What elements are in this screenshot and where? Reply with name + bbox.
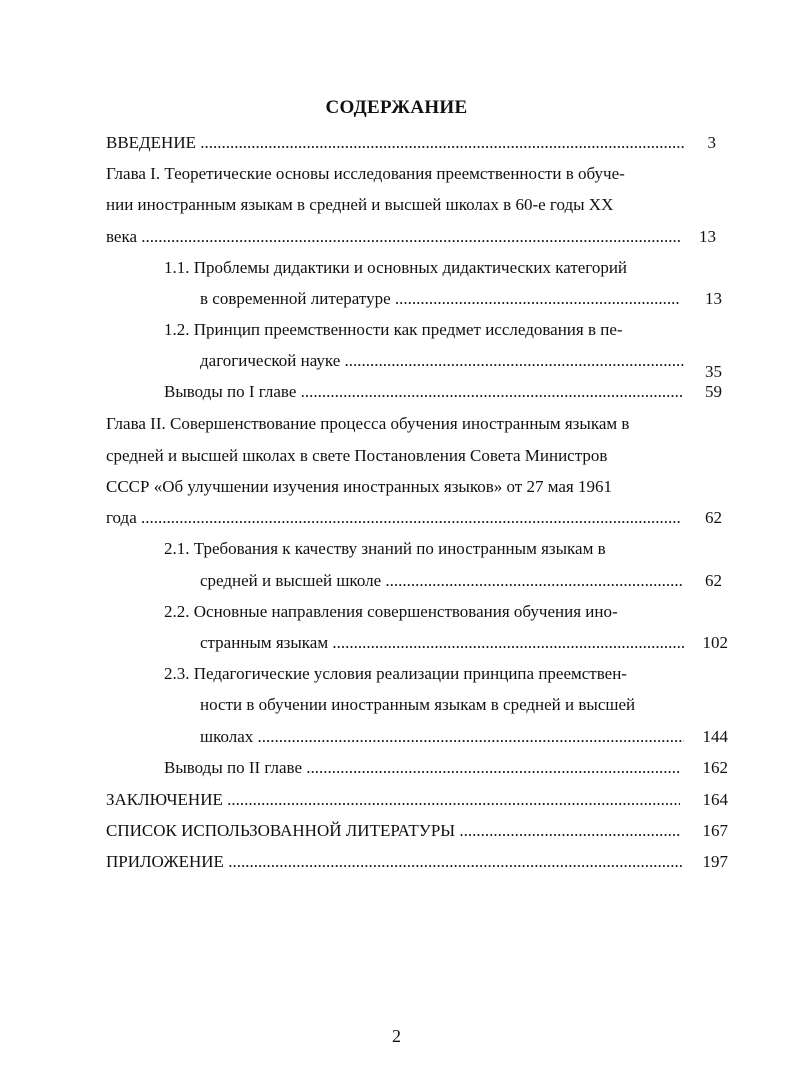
toc-entry-conclusions-chapter-2[interactable]: Выводы по II главе ..... [164,758,680,778]
page-number-footer: 2 [392,1026,401,1046]
page-title: СОДЕРЖАНИЕ [325,97,468,118]
toc-page-number: 164 [702,790,728,809]
toc-entry-chapter-1-line-3[interactable]: века ..... [106,227,680,247]
toc-entry-introduction[interactable]: ВВЕДЕНИЕ ..... [106,133,684,153]
toc-page-number: 62 [705,508,722,527]
toc-entry-chapter-2-line-1[interactable]: Глава II. Совершенствование процесса обучения иностранным языкам в [106,414,630,433]
toc-entry-section-1-2-line-1[interactable]: 1.2. Принцип преемственности как предмет исследования в пе- [164,320,623,339]
toc-entry-conclusions-chapter-1[interactable]: Выводы по I главе ..... [164,382,684,402]
toc-page-number: 59 [705,382,722,401]
toc-page-number: 167 [702,821,728,840]
toc-entry-section-1-2-line-2[interactable]: дагогической науке ..... [200,351,684,371]
toc-page-number: 13 [705,289,722,308]
toc-entry-appendix[interactable]: ПРИЛОЖЕНИЕ ..... [106,852,684,872]
toc-page-number: 13 [699,227,716,246]
toc-page-number: 35 [705,362,722,381]
toc-entry-section-2-1-line-1[interactable]: 2.1. Требования к качеству знаний по иностранным языкам в [164,539,606,558]
toc-entry-chapter-2-line-4[interactable]: года ..... [106,508,680,528]
toc-entry-section-2-2-line-2[interactable]: странным языкам ..... [200,633,684,653]
toc-page-number: 197 [702,852,728,871]
toc-page-number: 3 [707,133,716,152]
toc-entry-section-2-3-line-3[interactable]: школах ..... [200,727,684,747]
toc-entry-section-2-1-line-2[interactable]: средней и высшей школе ..... [200,571,684,591]
toc-entry-chapter-2-line-2[interactable]: средней и высшей школах в свете Постановления Совета Министров [106,446,608,465]
toc-entry-section-1-1-line-1[interactable]: 1.1. Проблемы дидактики и основных дидактических категорий [164,258,628,277]
toc-page-number: 144 [702,727,728,746]
toc-entry-section-2-2-line-1[interactable]: 2.2. Основные направления совершенствования обучения ино- [164,602,618,621]
toc-entry-chapter-1-line-1[interactable]: Глава I. Теоретические основы исследования преемственности в обуче- [106,164,625,183]
toc-entry-bibliography[interactable]: СПИСОК ИСПОЛЬЗОВАННОЙ ЛИТЕРАТУРЫ ..... [106,821,680,841]
toc-entry-section-2-3-line-2[interactable]: ности в обучении иностранным языкам в средней и высшей [200,695,636,714]
toc-entry-section-1-1-line-2[interactable]: в современной литературе ..... [200,289,680,309]
toc-page-number: 62 [705,571,722,590]
toc-entry-chapter-1-line-2[interactable]: нии иностранным языкам в средней и высшей школах в 60-е годы ХХ [106,195,614,214]
toc-page-number: 102 [702,633,728,652]
toc-entry-conclusion[interactable]: ЗАКЛЮЧЕНИЕ ..... [106,790,680,810]
toc-entry-section-2-3-line-1[interactable]: 2.3. Педагогические условия реализации принципа преемствен- [164,664,627,683]
toc-entry-chapter-2-line-3[interactable]: СССР «Об улучшении изучения иностранных языков» от 27 мая 1961 [106,477,612,496]
toc-page-number: 162 [702,758,728,777]
